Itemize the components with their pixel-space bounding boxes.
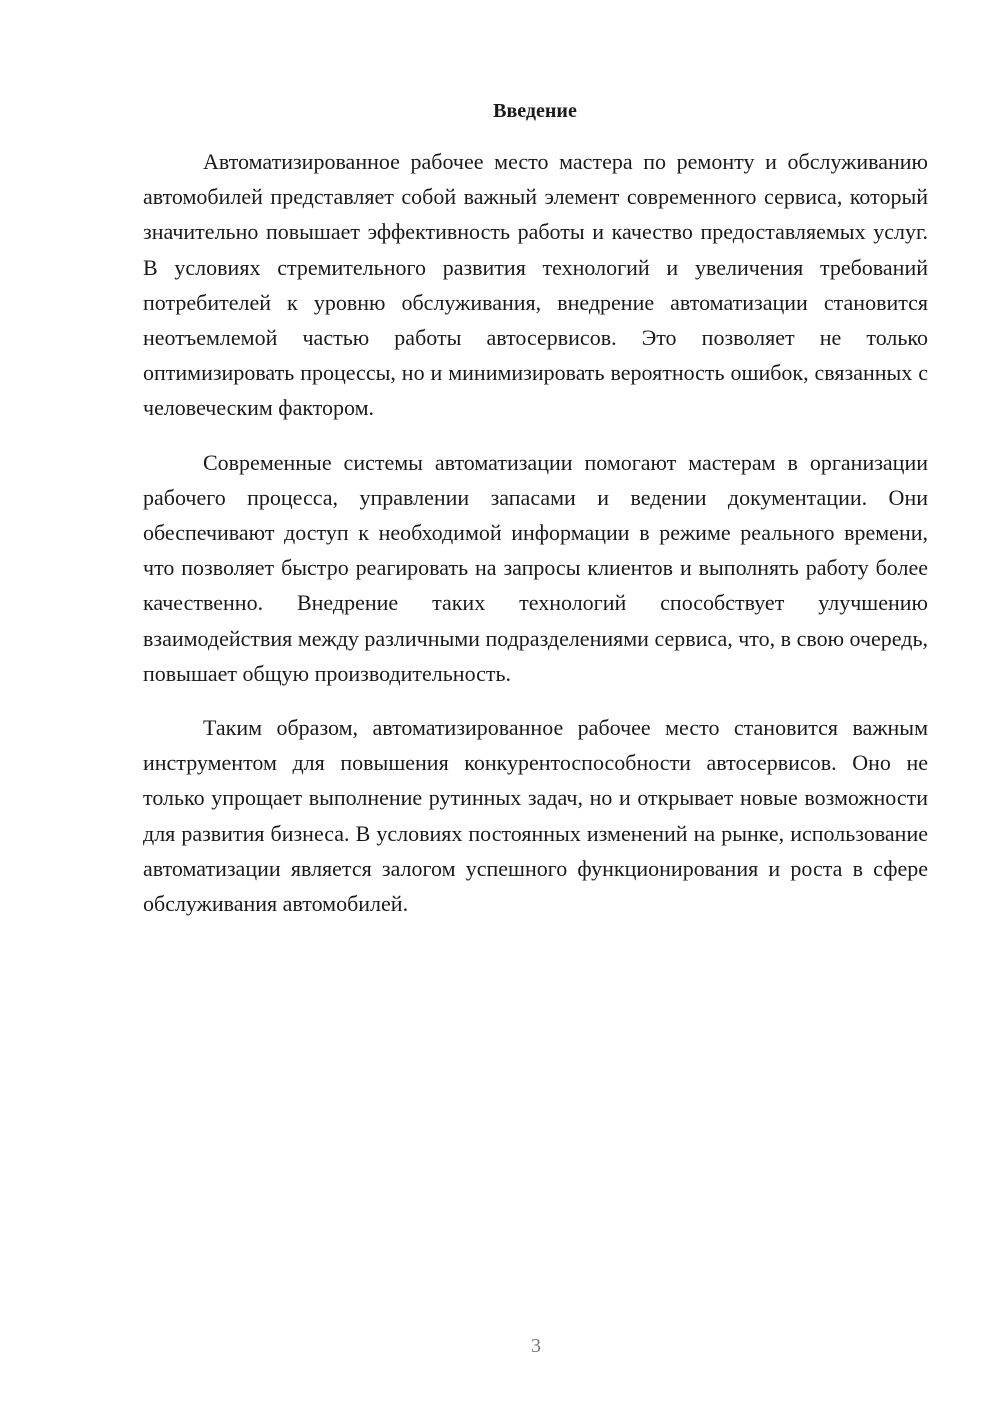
section-title: Введение xyxy=(493,100,577,122)
page-number: 3 xyxy=(531,1335,541,1357)
paragraph-2: Современные системы автоматизации помогают мастерам в организации рабочего процесса, управлении запасами и ведении документации. Они обеспечивают доступ к необходимой информации в режиме реального времени, что позволяет быстро реагировать на запросы клиентов и выполнять работу более качественно. Внедрение таких технологий способствует улучшению взаимодействия между различными подразделениями сервиса, что, в свою очередь, повышает общую производительность. xyxy=(143,449,928,686)
paragraph-3: Таким образом, автоматизированное рабочее место становится важным инструментом для повышения конкурентоспособности автосервисов. Оно не только упрощает выполнение рутинных задач, но и открывает новые возможности для развития бизнеса. В условиях постоянных изменений на рынке, использование автоматизации является залогом успешного функционирования и роста в сфере обслуживания автомобилей. xyxy=(143,715,928,917)
body-text xyxy=(143,144,928,921)
paragraph-1: Автоматизированное рабочее место мастера по ремонту и обслуживанию автомобилей представляет собой важный элемент современного сервиса, который значительно повышает эффективность работы и качество предоставляемых услуг. В условиях стремительного развития технологий и увеличения требований потребителей к уровню обслуживания, внедрение автоматизации становится неотъемлемой частью работы автосервисов. Это позволяет не только оптимизировать процессы, но и минимизировать вероятность ошибок, связанных с человеческим фактором. xyxy=(143,149,928,421)
